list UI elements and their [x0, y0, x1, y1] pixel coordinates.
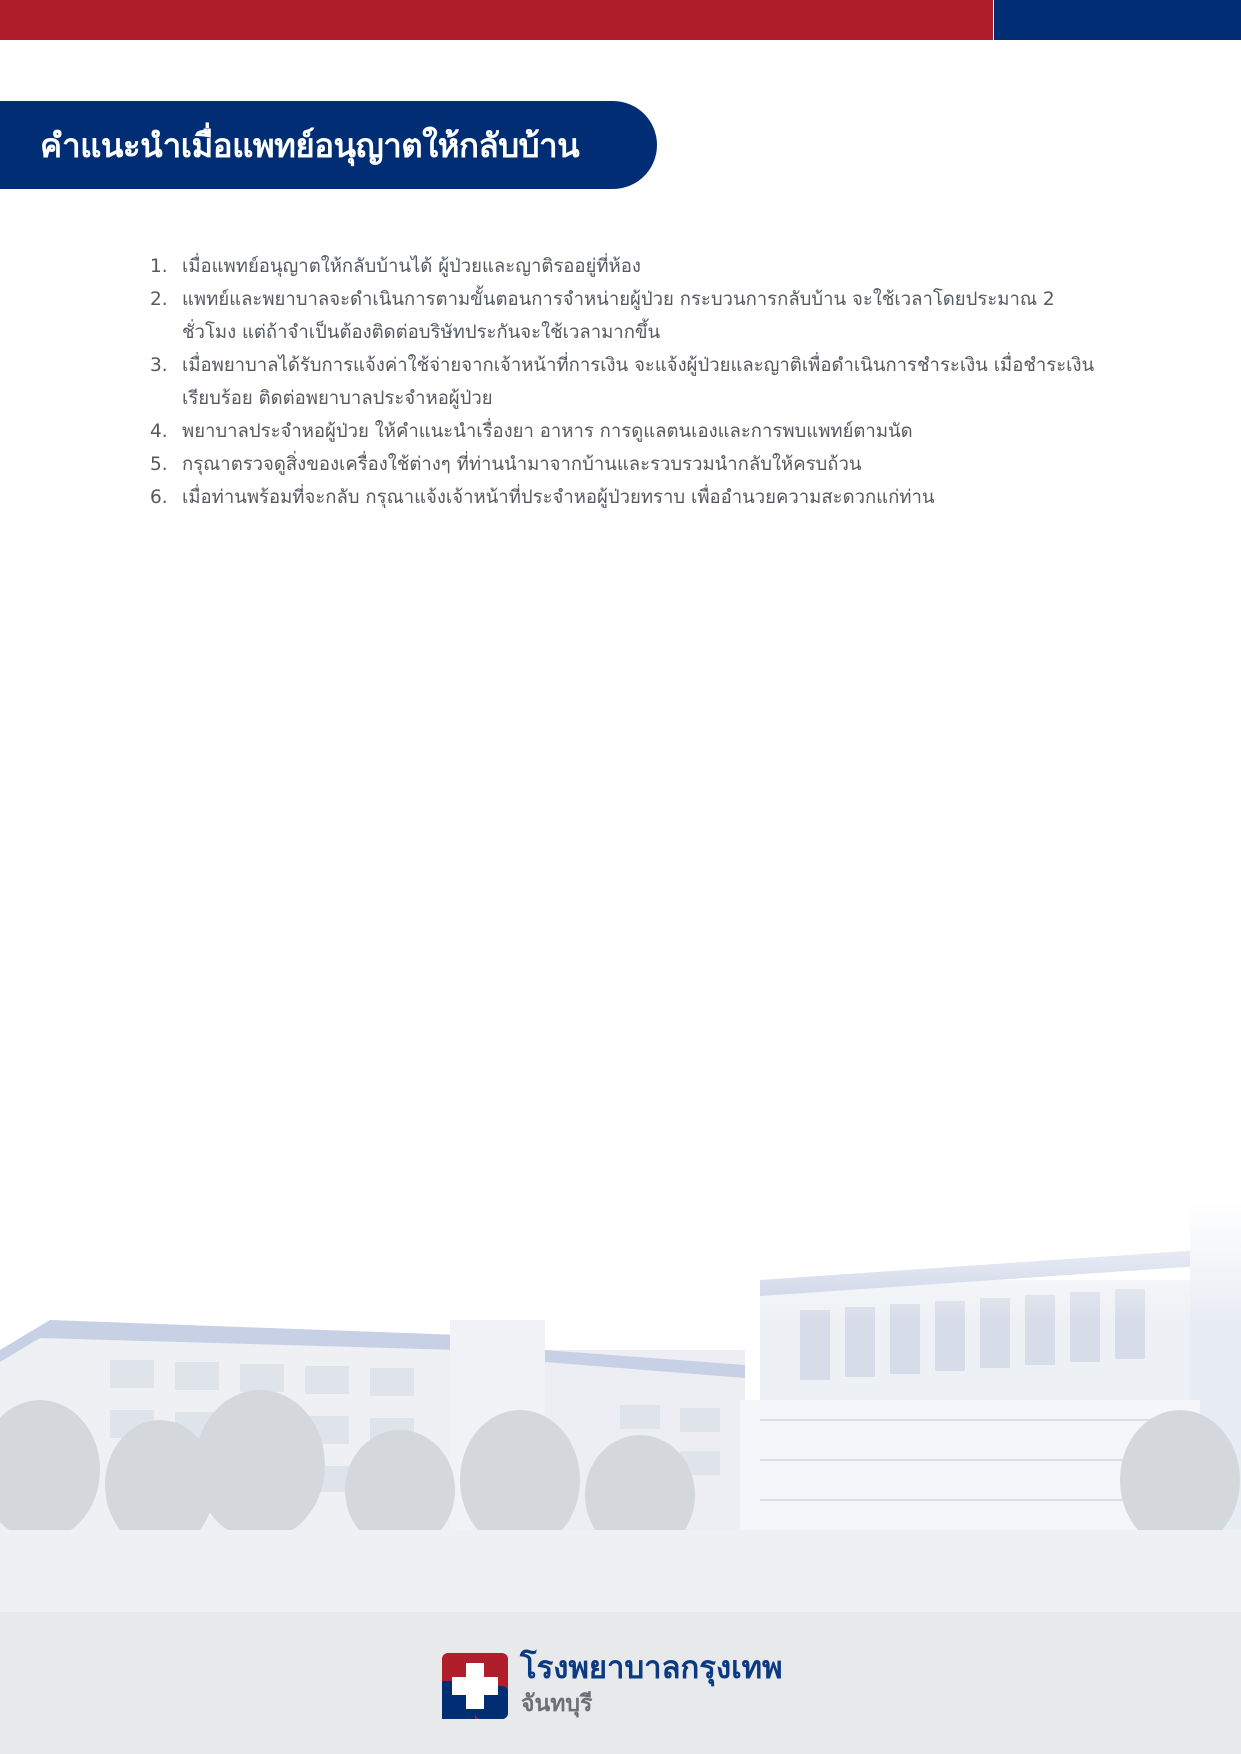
- instruction-item: [150, 283, 1100, 349]
- instruction-number: 6.: [150, 487, 168, 508]
- instruction-number: 1.: [150, 256, 168, 277]
- title-banner: [0, 101, 657, 189]
- instruction-item: [150, 448, 1100, 481]
- top-color-bar: [0, 0, 1241, 40]
- logo-hospital-name: โรงพยาบาลกรุงเทพ: [520, 1650, 783, 1686]
- instruction-item: [150, 250, 1100, 283]
- hospital-cross-logo-icon: [442, 1653, 508, 1719]
- instruction-item: [150, 481, 1100, 514]
- instruction-item: [150, 415, 1100, 448]
- instruction-number: 4.: [150, 421, 168, 442]
- instruction-list: [150, 250, 1100, 514]
- instruction-number: 2.: [150, 289, 168, 310]
- instruction-text: แพทย์และพยาบาลจะดำเนินการตามขั้นตอนการจำหน่ายผู้ป่วย กระบวนการกลับบ้าน จะใช้เวลาโดยประมาณ 2 ชั่วโมง แต่ถ้าจำเป็นต้องติดต่อบริษัทประกันจะใช้เวลามากขึ้น: [182, 289, 1055, 343]
- instruction-text: เมื่อพยาบาลได้รับการแจ้งค่าใช้จ่ายจากเจ้าหน้าที่การเงิน จะแจ้งผู้ป่วยและญาติเพื่อดำเนินการชำระเงิน เมื่อชำระเงินเรียบร้อย ติดต่อพยาบาลประจำหอผู้ป่วย: [182, 355, 1095, 409]
- instruction-number: 5.: [150, 454, 168, 475]
- top-bar-red-segment: [0, 0, 993, 40]
- instruction-text: กรุณาตรวจดูสิ่งของเครื่องใช้ต่างๆ ที่ท่านนำมาจากบ้านและรวบรวมนำกลับให้ครบถ้วน: [182, 454, 862, 475]
- instruction-item: [150, 349, 1100, 415]
- page-title: คำแนะนำเมื่อแพทย์อนุญาตให้กลับบ้าน: [40, 125, 580, 165]
- top-bar-blue-segment: [994, 0, 1241, 40]
- instruction-text: เมื่อแพทย์อนุญาตให้กลับบ้านได้ ผู้ป่วยและญาติรออยู่ที่ห้อง: [182, 256, 641, 277]
- instruction-number: 3.: [150, 355, 168, 376]
- hospital-building-illustration: [0, 1200, 1241, 1614]
- instruction-text: พยาบาลประจำหอผู้ป่วย ให้คำแนะนำเรื่องยา อาหาร การดูแลตนเองและการพบแพทย์ตามนัด: [182, 421, 913, 442]
- logo-branch-name: จันทบุรี: [521, 1691, 593, 1717]
- instruction-text: เมื่อท่านพร้อมที่จะกลับ กรุณาแจ้งเจ้าหน้าที่ประจำหอผู้ป่วยทราบ เพื่ออำนวยความสะดวกแก่ท่าน: [182, 487, 935, 508]
